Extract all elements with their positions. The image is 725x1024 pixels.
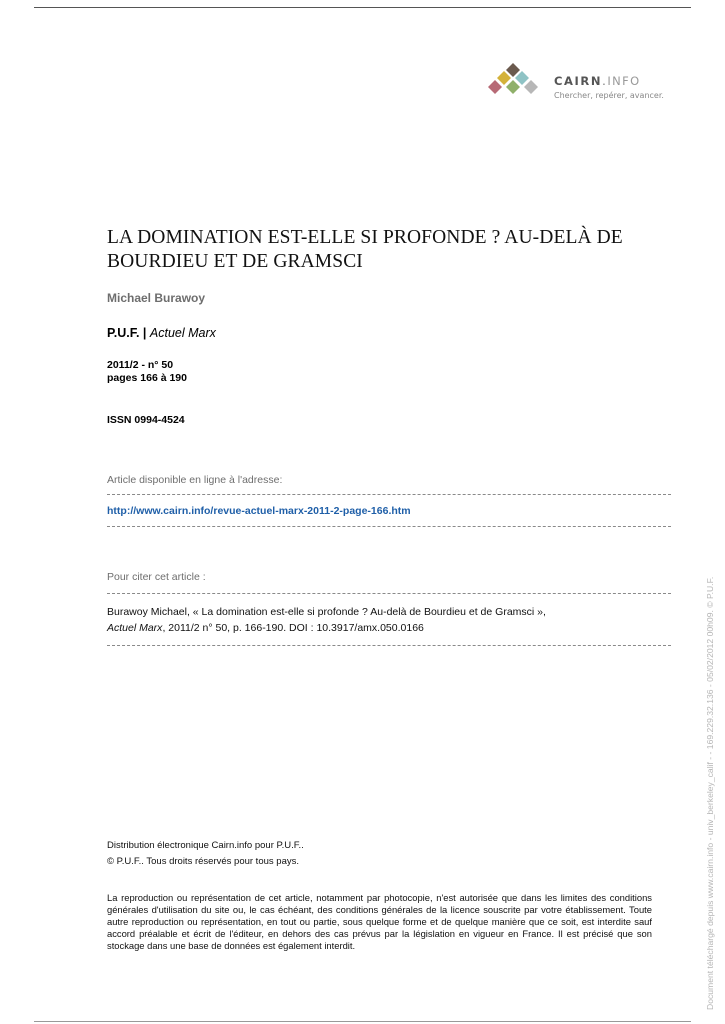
top-rule [34,7,691,8]
cairn-tagline: Chercher, repérer, avancer. [554,91,664,100]
dashed-divider [107,526,671,527]
citation-line-2 [107,620,671,636]
citation-details: , 2011/2 n° 50, p. 166-190. DOI : 10.3917/amx.050.0166 [162,622,424,634]
legal-notice: La reproduction ou représentation de cet article, notamment par photocopie, n'est autorisée que dans les limites des conditions générales d'utilisation du site ou, le cas échéant, des conditions générales de la licence souscrite par votre établissement. Toute autre reproduction ou représentation, en tout ou partie, sous quelque forme et de quelque manière que ce soit, est interdite sauf accord préalable et écrit de l'éditeur, en dehors des cas prévus par la législation en vigueur en France. Il est précisé que son stockage dans une base de données est également interdit. [107,892,652,951]
issue-info [107,359,187,385]
publisher-name: P.U.F. [107,326,140,340]
publisher-line: P.U.F. | Actuel Marx [107,326,216,340]
cairn-logo-mark-icon [484,62,544,102]
dashed-divider [107,494,671,495]
article-author: Michael Burawoy [107,291,206,305]
online-label: Article disponible en ligne à l'adresse: [107,474,283,486]
copyright-line: © P.U.F.. Tous droits réservés pour tous pays. [107,856,299,867]
page-range: pages 166 à 190 [107,372,187,384]
citation-text [107,604,671,636]
journal-name: Actuel Marx [149,326,216,340]
article-title: LA DOMINATION EST-ELLE SI PROFONDE ? AU-DELÀ DE BOURDIEU ET DE GRAMSCI [107,227,623,272]
bottom-rule [34,1021,691,1022]
cairn-logo[interactable] [484,62,674,104]
citation-journal: Actuel Marx [107,622,163,634]
download-watermark: Document téléchargé depuis www.cairn.info - univ_berkeley_calif - - 169.229.32.136 - 05/02/2012 00h09. © P.U.F. [705,576,715,1010]
dashed-divider [107,593,671,594]
issue-number: 2011/2 - n° 50 [107,359,174,371]
distribution-line: Distribution électronique Cairn.info pour P.U.F.. [107,840,304,851]
dashed-divider [107,645,671,646]
citation-label: Pour citer cet article : [107,571,206,583]
distribution-info [107,838,304,870]
issn: ISSN 0994-4524 [107,414,185,426]
cairn-wordmark: CAIRN.INFO [554,74,641,88]
citation-line-1: Burawoy Michael, « La domination est-elle si profonde ? Au-delà de Bourdieu et de Gramsci », [107,606,546,618]
article-url-link[interactable]: http://www.cairn.info/revue-actuel-marx-2011-2-page-166.htm [107,505,411,517]
